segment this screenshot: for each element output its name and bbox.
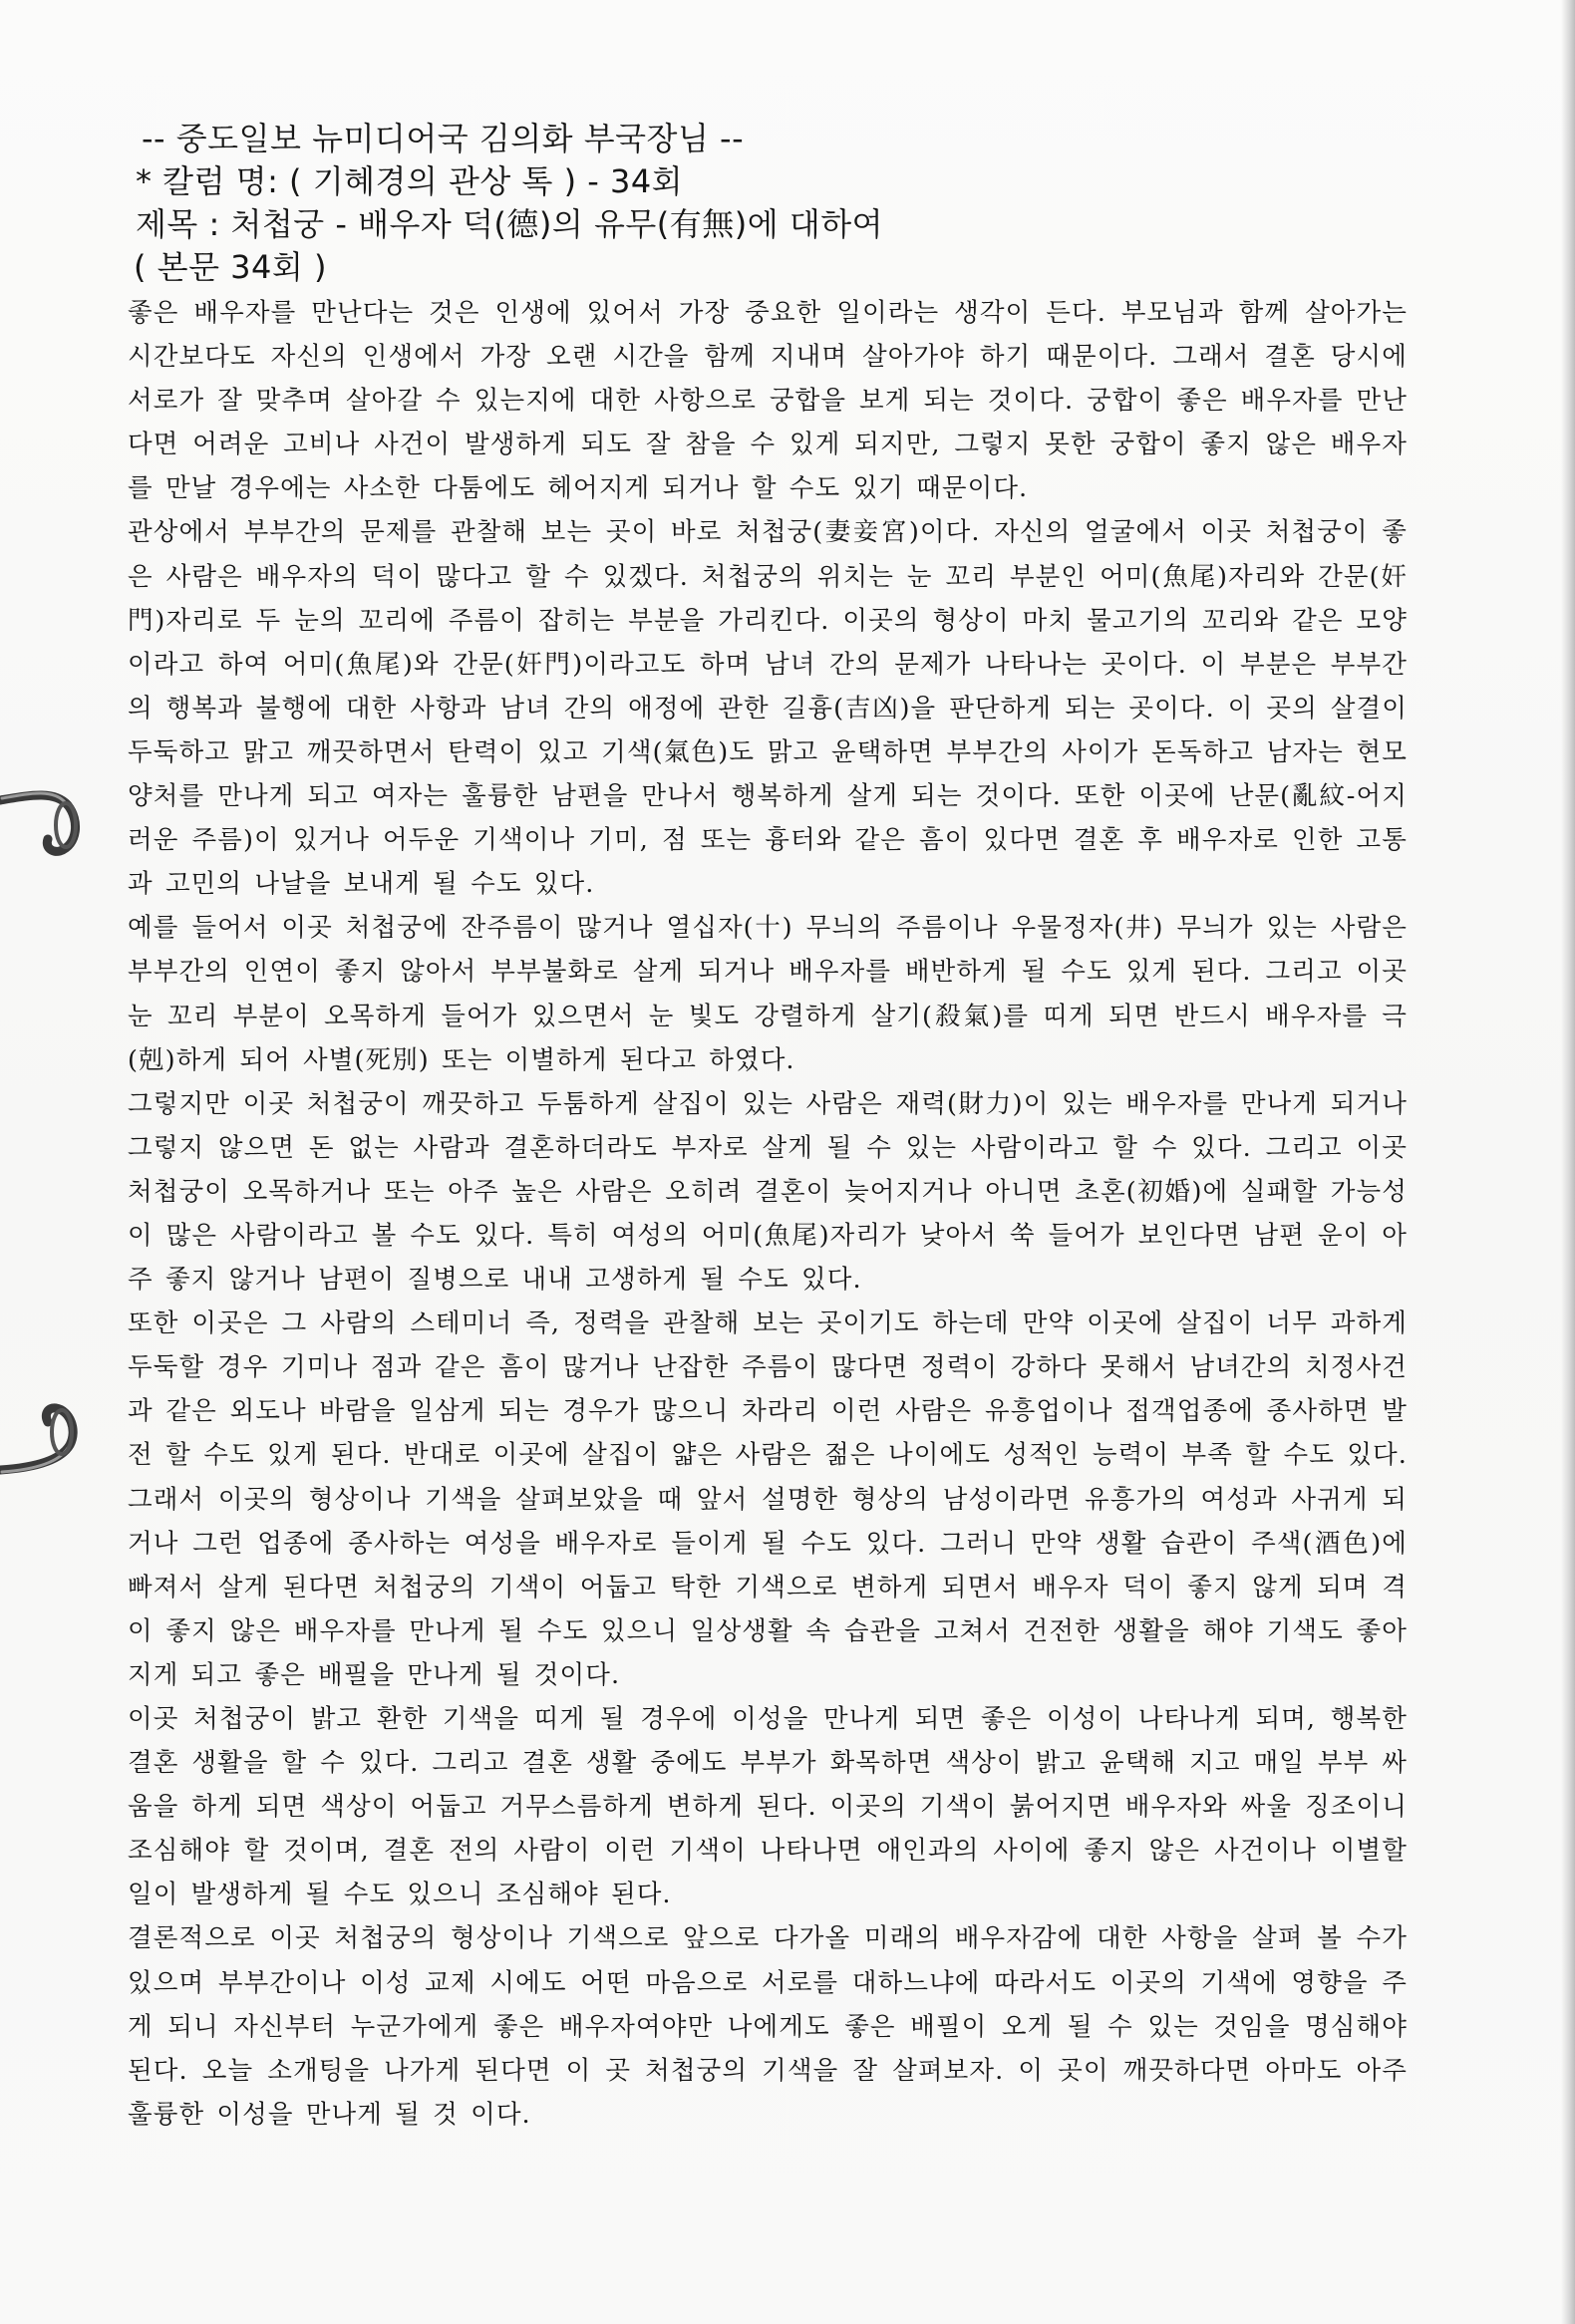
paragraph: 결론적으로 이곳 처첩궁의 형상이나 기색으로 앞으로 다가올 미래의 배우자감에 대한 사항을 살펴 볼 수가 있으며 부부간이나 이성 교제 시에도 어떤 마음으로 서로를 대하느냐에 따라서도 이곳의 기색에 영향을 주게 되니 자신부터 누군가에게 좋은 배우자여야만 나에게도 좋은 배필이 오게 될 수 있는 것임을 명심해야 된다. 오늘 소개팅을 나가게 된다면 이 곳 처첩궁의 기색을 잘 살펴보자. 이 곳이 깨끗하다면 아마도 아주 훌륭한 이성을 만나게 될 것 이다. [128, 1923, 1408, 2130]
body-label: ( 본문 34회 ) [134, 248, 327, 286]
document-content [128, 118, 1408, 2137]
page-edge-shadow [1561, 0, 1575, 2324]
binder-ring-icon [0, 1390, 90, 1500]
paragraph: 예를 들어서 이곳 처첩궁에 잔주름이 많거나 열십자(十) 무늬의 주름이나 우물정자(井) 무늬가 있는 사람은 부부간의 인연이 좋지 않아서 부부불화로 살게 되거나 배우자를 배반하게 될 수도 있게 된다. 그리고 이곳 눈 꼬리 부분이 오목하게 들어가 있으면서 눈 빛도 강렬하게 살기(殺氣)를 띠게 되면 반드시 배우자를 극(剋)하게 되어 사별(死別) 또는 이별하게 된다고 하였다. [128, 913, 1408, 1075]
source-line: -- 중도일보 뉴미디어국 김의화 부국장님 -- [142, 120, 745, 157]
paragraph: 관상에서 부부간의 문제를 관찰해 보는 곳이 바로 처첩궁(妻妾宮)이다. 자신의 얼굴에서 이곳 처첩궁이 좋은 사람은 배우자의 덕이 많다고 할 수 있겠다. 처첩궁의 위치는 눈 꼬리 부분인 어미(魚尾)자리와 간문(奸門)자리로 두 눈의 꼬리에 주름이 잡히는 부분을 가리킨다. 이곳의 형상이 마치 물고기의 꼬리와 같은 모양이라고 하여 어미(魚尾)와 간문(奸門)이라고도 하며 남녀 간의 문제가 나타나는 곳이다. 이 부분은 부부간의 행복과 불행에 대한 사항과 남녀 간의 애정에 관한 길흉(吉凶)을 판단하게 되는 곳이다. 이 곳의 살결이 두둑하고 맑고 깨끗하면서 탄력이 있고 기색(氣色)도 맑고 윤택하면 부부간의 사이가 돈독하고 남자는 현모양처를 만나게 되고 여자는 훌륭한 남편을 만나서 행복하게 살게 되는 것이다. 또한 이곳에 난문(亂紋-어지러운 주름)이 있거나 어두운 기색이나 기미, 점 또는 흉터와 같은 흠이 있다면 결혼 후 배우자로 인한 고통과 고민의 나날을 보내게 될 수도 있다. [128, 517, 1408, 900]
binder-ring-icon [0, 765, 90, 875]
column-name-line: * 칼럼 명: ( 기혜경의 관상 톡 ) - 34회 [136, 162, 684, 200]
paragraph: 이곳 처첩궁이 밝고 환한 기색을 띠게 될 경우에 이성을 만나게 되면 좋은 이성이 나타나게 되며, 행복한 결혼 생활을 할 수 있다. 그리고 결혼 생활 중에도 부부가 화목하면 색상이 밝고 윤택해 지고 매일 부부 싸움을 하게 되면 색상이 어둡고 거무스름하게 변하게 된다. 이곳의 기색이 붉어지면 배우자와 싸울 징조이니 조심해야 할 것이며, 결혼 전의 사람이 이런 기색이 나타나면 애인과의 사이에 좋지 않은 사건이나 이별할 일이 발생하게 될 수도 있으니 조심해야 된다. [128, 1704, 1408, 1910]
article-body [128, 291, 1408, 2137]
paragraph: 또한 이곳은 그 사람의 스테미너 즉, 정력을 관찰해 보는 곳이기도 하는데 만약 이곳에 살집이 너무 과하게 두둑할 경우 기미나 점과 같은 흠이 많거나 난잡한 주름이 많다면 정력이 강하다 못해서 남녀간의 치정사건과 같은 외도나 바람을 일삼게 되는 경우가 많으니 차라리 이런 사람은 유흥업이나 접객업종에 종사하면 발전 할 수도 있게 된다. 반대로 이곳에 살집이 얇은 사람은 젊은 나이에도 성적인 능력이 부족 할 수도 있다. 그래서 이곳의 형상이나 기색을 살펴보았을 때 앞서 설명한 형상의 남성이라면 유흥가의 여성과 사귀게 되거나 그런 업종에 종사하는 여성을 배우자로 들이게 될 수도 있다. 그러니 만약 생활 습관이 주색(酒色)에 빠져서 살게 된다면 처첩궁의 기색이 어둡고 탁한 기색으로 변하게 되면서 배우자 덕이 좋지 않게 되며 격이 좋지 않은 배우자를 만나게 될 수도 있으니 일상생활 속 습관을 고쳐서 건전한 생활을 해야 기색도 좋아지게 되고 좋은 배필을 만나게 될 것이다. [128, 1308, 1408, 1690]
paragraph: 그렇지만 이곳 처첩궁이 깨끗하고 두툼하게 살집이 있는 사람은 재력(財力)이 있는 배우자를 만나게 되거나 그렇지 않으면 돈 없는 사람과 결혼하더라도 부자로 살게 될 수 있는 사람이라고 할 수 있다. 그리고 이곳 처첩궁이 오목하거나 또는 아주 높은 사람은 오히려 결혼이 늦어지거나 아니면 초혼(初婚)에 실패할 가능성이 많은 사람이라고 볼 수도 있다. 특히 여성의 어미(魚尾)자리가 낮아서 쑥 들어가 보인다면 남편 운이 아주 좋지 않거나 남편이 질병으로 내내 고생하게 될 수도 있다. [128, 1088, 1408, 1296]
article-title: 제목 : 처첩궁 - 배우자 덕(德)의 유무(有無)에 대하여 [136, 205, 884, 243]
paragraph: 좋은 배우자를 만난다는 것은 인생에 있어서 가장 중요한 일이라는 생각이 든다. 부모님과 함께 살아가는 시간보다도 자신의 인생에서 가장 오랜 시간을 함께 지내며 살아가야 하기 때문이다. 그래서 결혼 당시에 서로가 잘 맞추며 살아갈 수 있는지에 대한 사항으로 궁합을 보게 되는 것이다. 궁합이 좋은 배우자를 만난다면 어려운 고비나 사건이 발생하게 되도 잘 참을 수 있게 되지만, 그렇지 못한 궁합이 좋지 않은 배우자를 만날 경우에는 사소한 다툼에도 헤어지게 되거나 할 수도 있기 때문이다. [128, 298, 1408, 504]
